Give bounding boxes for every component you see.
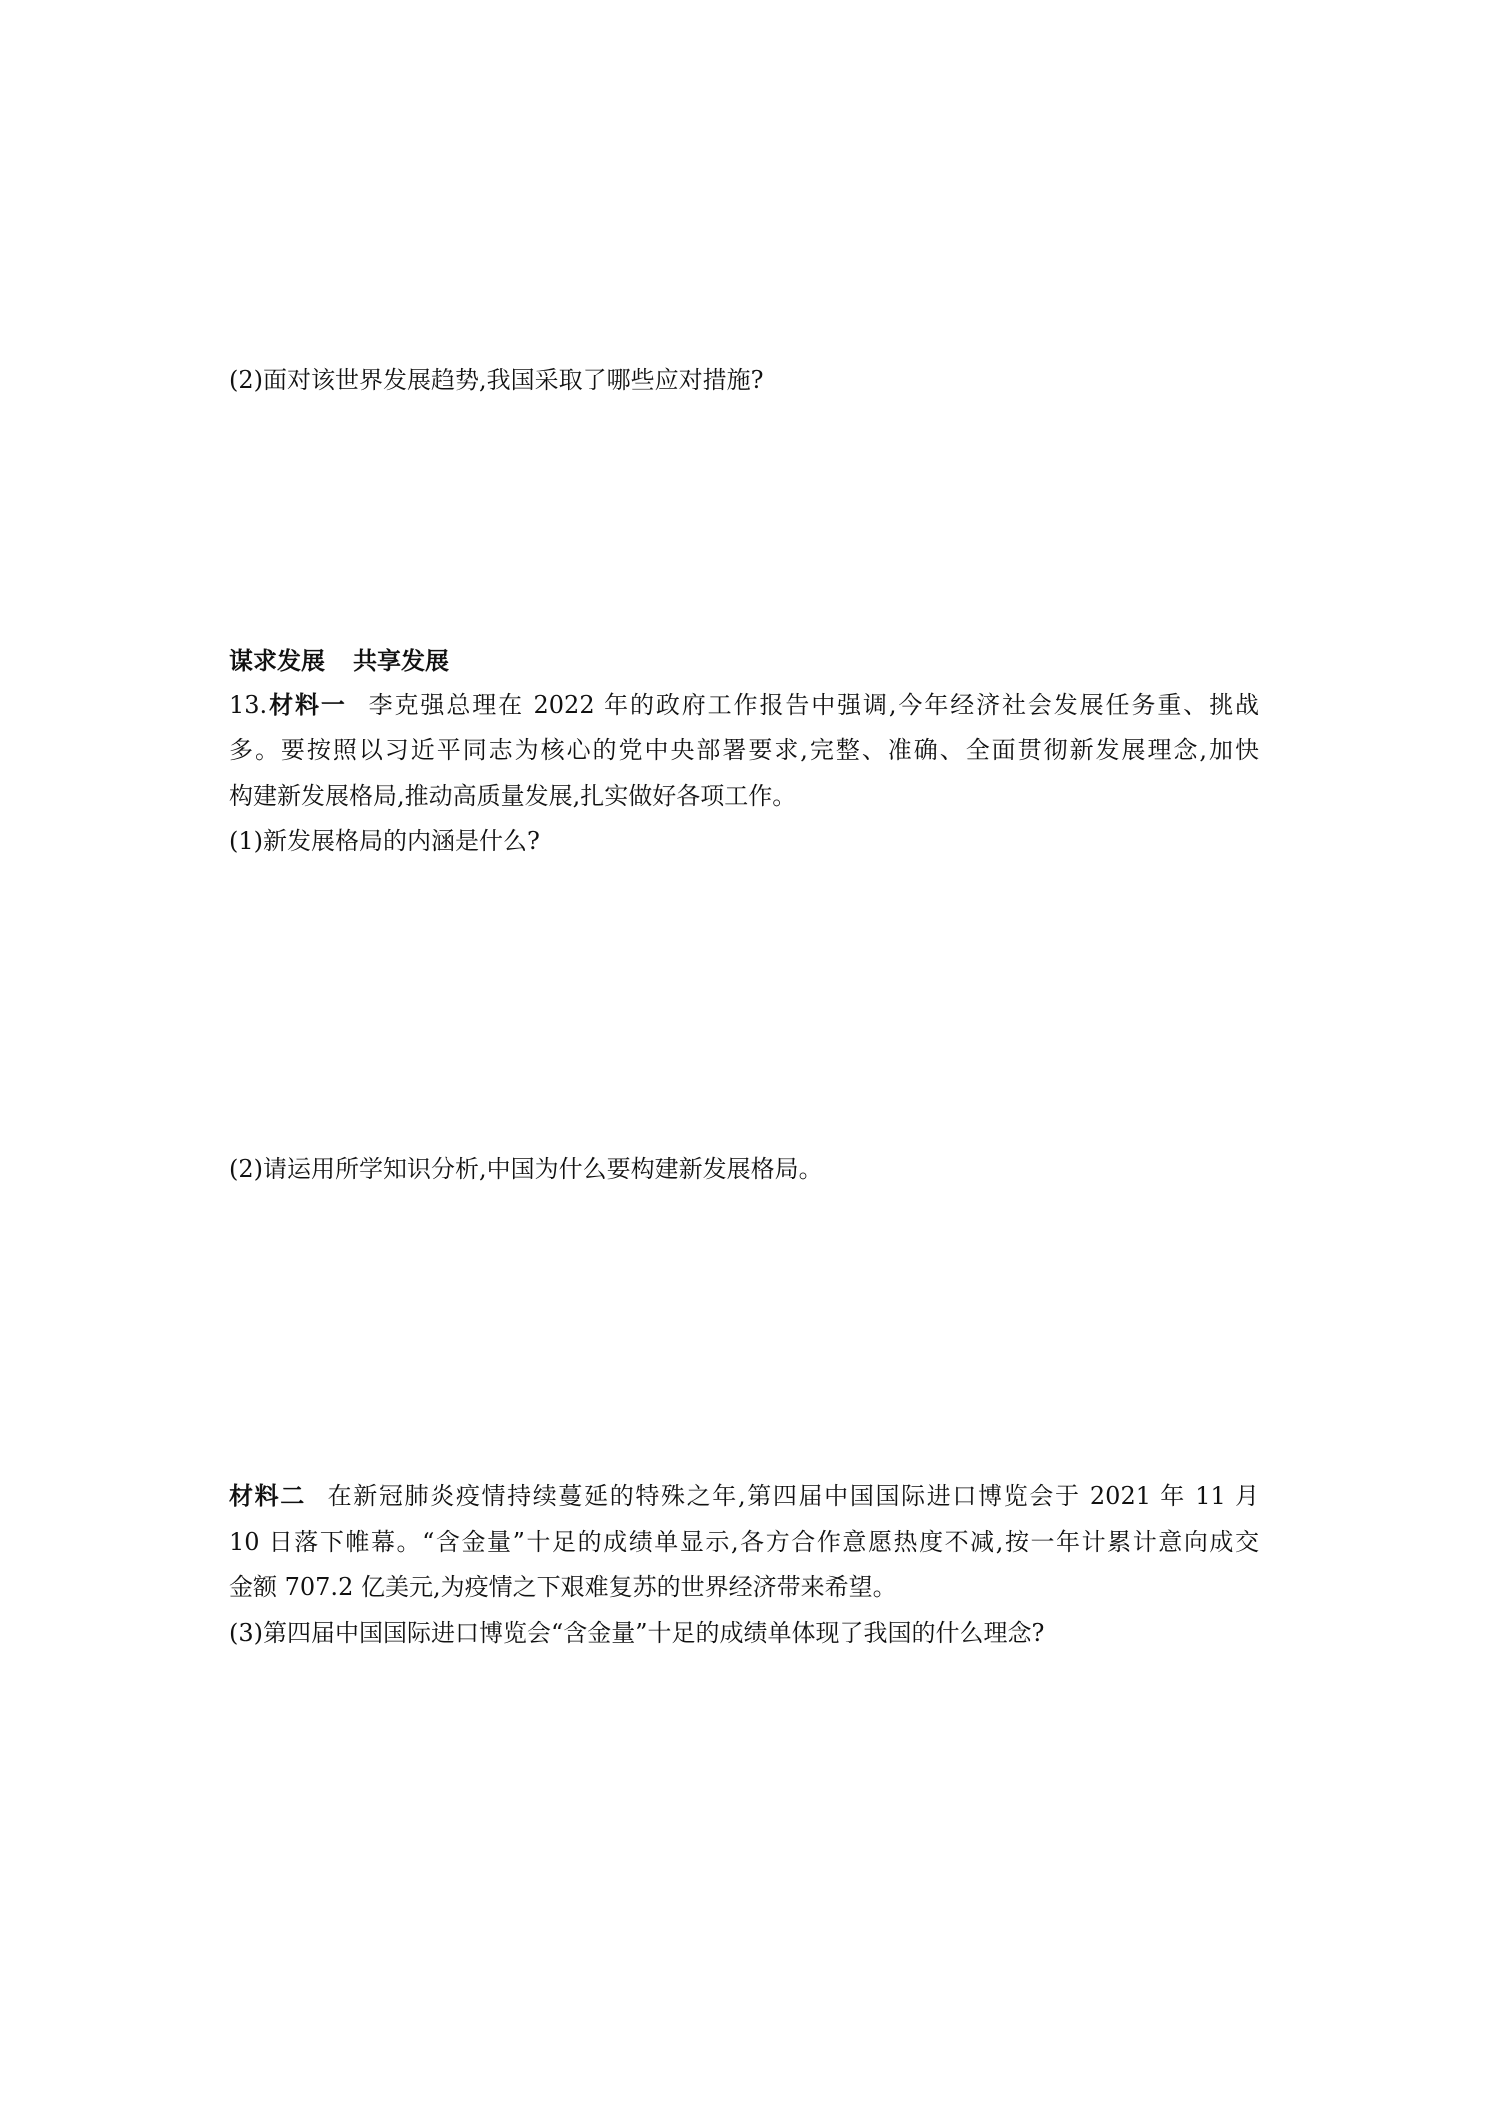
q13-part3-question: (3)第四届中国国际进口博览会“含金量”十足的成绩单体现了我国的什么理念? [229,1619,1045,1647]
q12-part2-question: (2)面对该世界发展趋势,我国采取了哪些应对措施? [229,366,764,394]
q13-material2-line3: 金额 707.2 亿美元,为疫情之下艰难复苏的世界经济带来希望。 [229,1573,897,1601]
section-title-part2: 共享发展 [353,647,449,675]
q13-material2-label: 材料二 [229,1482,306,1510]
q13-part1-question: (1)新发展格局的内涵是什么? [229,827,540,855]
q13-material2-text-line1: 在新冠肺炎疫情持续蔓延的特殊之年,第四届中国国际进口博览会于 2021 年 11 月 [325,1482,1260,1510]
q13-material1-line1 [229,689,1259,721]
q13-part2-question: (2)请运用所学知识分析,中国为什么要构建新发展格局。 [229,1155,823,1183]
q13-material2-line2: 10 日落下帷幕。“含金量”十足的成绩单显示,各方合作意愿热度不减,按一年计累计意向成交 [229,1528,1259,1556]
q13-material1-text-line1: 李克强总理在 2022 年的政府工作报告中强调,今年经济社会发展任务重、挑战 [366,691,1260,719]
section-title-part1: 谋求发展 [229,647,325,675]
q13-material1-label: 材料一 [267,691,347,719]
q13-material1-line3: 构建新发展格局,推动高质量发展,扎实做好各项工作。 [229,782,797,810]
section-title [229,645,449,677]
q13-number: 13. [229,691,268,719]
q13-material1-line2: 多。要按照以习近平同志为核心的党中央部署要求,完整、准确、全面贯彻新发展理念,加快 [229,736,1259,764]
q13-material2-line1 [229,1480,1259,1512]
